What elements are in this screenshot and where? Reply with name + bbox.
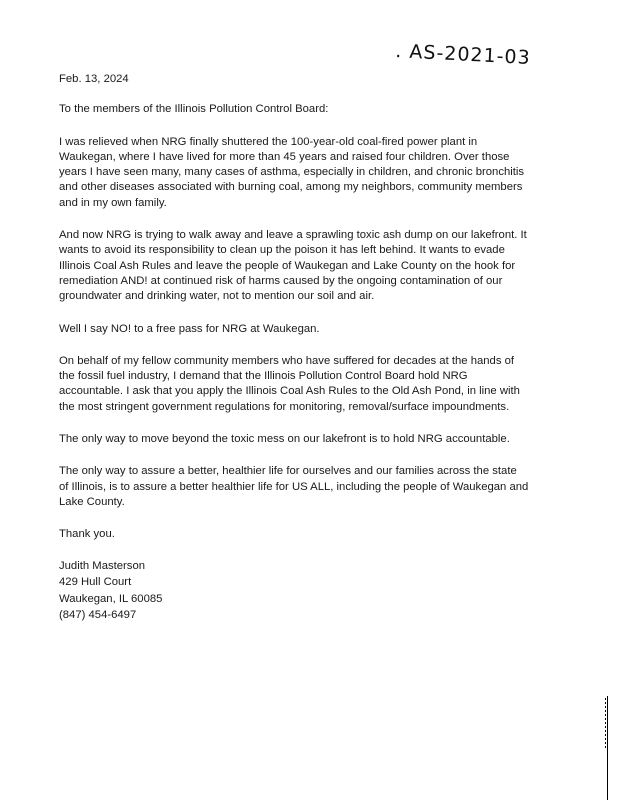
signer-street: 429 Hull Court [59, 576, 132, 589]
paragraph-6: The only way to assure a better, healthier life for ourselves and our families across the state of Illinois, is to assure a better healthier life for US ALL, including the people of Waukegan and Lake County. [59, 465, 529, 508]
signer-city: Waukegan, IL 60085 [59, 592, 163, 605]
signer-phone: (847) 454-6497 [59, 609, 137, 622]
signature-block [59, 558, 529, 624]
closing: Thank you. [59, 528, 115, 541]
docket-number-stamp: . AS-2021-03 [394, 40, 532, 70]
paragraph-3: Well I say NO! to a free pass for NRG at Waukegan. [59, 322, 320, 335]
signer-name: Judith Masterson [59, 559, 146, 572]
scan-artifact-dots [605, 698, 606, 748]
letter-date: Feb. 13, 2024 [59, 73, 129, 85]
paragraph-2: And now NRG is trying to walk away and leave a sprawling toxic ash dump on our lakefront. It wants to avoid its responsibility to clean up the poison it has left behind. It wants to evade Illinois Coal Ash Rules and leave the people of Waukegan and Lake County on the hook for remediation AND! at continued risk of harms caused by the ongoing contamination of our groundwater and drinking water, not to mention our soil and air. [59, 229, 527, 303]
salutation: To the members of the Illinois Pollution Control Board: [59, 103, 329, 116]
scan-artifact-edge [607, 696, 608, 800]
paragraph-5: The only way to move beyond the toxic mess on our lakefront is to hold NRG accountable. [59, 433, 510, 446]
paragraph-4: On behalf of my fellow community members who have suffered for decades at the hands of the fossil fuel industry, I demand that the Illinois Pollution Control Board hold NRG accountable. I ask that you apply the Illinois Coal Ash Rules to the Old Ash Pond, in line with the most stringent government regulations for monitoring, removal/surface impoundments. [59, 354, 520, 413]
letter-body [59, 72, 529, 624]
paragraph-1: I was relieved when NRG finally shuttered the 100-year-old coal-fired power plant in Waukegan, where I have lived for more than 45 years and raised four children. Over those years I have seen many, many cases of asthma, especially in children, and chronic bronchitis and other diseases associated with burning coal, among my neighbors, community members and in my own family. [59, 135, 525, 209]
